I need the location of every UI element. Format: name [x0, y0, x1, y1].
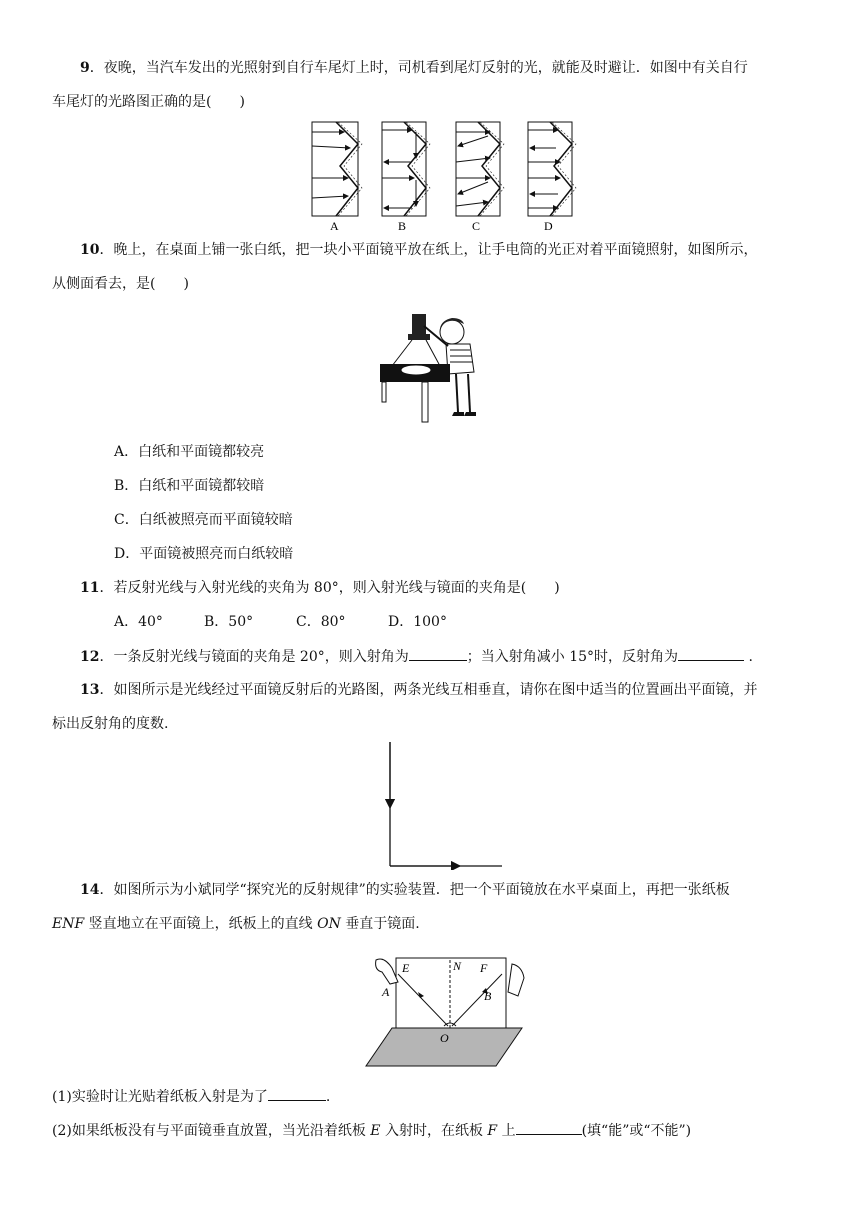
q9-text: ．夜晚，当汽车发出的光照射到自行车尾灯上时，司机看到尾灯反射的光，就能及时避让．如图中有关自行	[89, 60, 748, 76]
q14-fig-label-b: B	[484, 989, 492, 1003]
q13-figure-perpendicular-rays	[380, 738, 506, 870]
q12-number: 12	[80, 649, 100, 665]
q10-line2: 从侧面看去，是( )	[52, 276, 189, 292]
q14-sub2-e: E	[370, 1123, 381, 1139]
q12-text-3: .	[744, 649, 753, 665]
q11-line	[80, 578, 560, 598]
q14-on: ON	[317, 916, 341, 932]
q10-option-a: A．白纸和平面镜都较亮	[114, 444, 265, 460]
q14-sub1-blank[interactable]	[268, 1086, 326, 1101]
q14-number: 14	[80, 882, 100, 898]
q14-sub1-end: .	[325, 1089, 331, 1105]
q11-option-a: A．40°	[114, 614, 163, 630]
q13-line2: 标出反射角的度数.	[52, 716, 169, 732]
q9-fig-d	[528, 122, 576, 233]
q10-number: 10	[80, 242, 100, 258]
q14-sub2-f: F	[487, 1123, 498, 1139]
q12-blank-1[interactable]	[409, 646, 467, 661]
q9-fig-a-label: A	[330, 219, 339, 233]
q10-option-d: D．平面镜被照亮而白纸较暗	[114, 546, 294, 562]
q12-blank-2[interactable]	[678, 646, 744, 661]
q9-line2: 车尾灯的光路图正确的是( )	[52, 94, 245, 110]
q10-option-c: C．白纸被照亮而平面镜较暗	[114, 512, 293, 528]
q13-line1	[80, 680, 757, 700]
q14-sub1	[52, 1086, 330, 1107]
q14-sub2	[52, 1120, 691, 1141]
q11-option-c: C．80°	[296, 614, 346, 630]
q10-figure-flashlight-mirror	[378, 308, 482, 426]
q12-text-2: ；当入射角减小 15°时，反射角为	[466, 649, 679, 665]
q14-figure-reflection-apparatus	[362, 952, 528, 1070]
q9-fig-a	[312, 122, 362, 233]
q12-line	[80, 646, 753, 667]
q13-text: ．如图所示是光线经过平面镜反射后的光路图，两条光线互相垂直，请你在图中适当的位置画出平面镜，并	[99, 682, 758, 698]
q14-text-2b: 竖直地立在平面镜上，纸板上的直线	[84, 916, 318, 932]
q9-fig-c-label: C	[472, 219, 481, 233]
q14-sub1-text: (1)实验时让光贴着纸板入射是为了	[52, 1089, 268, 1105]
q14-fig-label-n: N	[453, 959, 462, 973]
q11-text: ．若反射光线与入射光线的夹角为 80°，则入射光线与镜面的夹角是( )	[99, 580, 560, 596]
q14-fig-label-e: E	[402, 961, 410, 975]
q10-text: ．晚上，在桌面上铺一张白纸，把一块小平面镜平放在纸上，让手电筒的光正对着平面镜照射，如图所示，	[99, 242, 758, 258]
q14-sub2-text-a: (2)如果纸板没有与平面镜垂直放置，当光沿着纸板	[52, 1123, 371, 1139]
q14-text: ．如图所示为小斌同学“探究光的反射规律”的实验装置．把一个平面镜放在水平桌面上，再把一张纸板	[99, 882, 730, 898]
q14-fig-label-o: O	[440, 1031, 449, 1045]
q13-number: 13	[80, 682, 100, 698]
q10-option-b: B．白纸和平面镜都较暗	[114, 478, 265, 494]
q14-sub2-blank[interactable]	[516, 1120, 582, 1135]
q11-option-b: B．50°	[204, 614, 254, 630]
q11-number: 11	[80, 580, 100, 596]
q14-enf: ENF	[52, 916, 85, 932]
q11-option-d: D．100°	[388, 614, 447, 630]
q9-number: 9	[80, 60, 90, 76]
q14-sub2-text-b: 入射时，在纸板	[380, 1123, 488, 1139]
q14-line1	[80, 880, 730, 900]
q9-line1	[80, 58, 748, 78]
q9-fig-b-label: B	[398, 219, 407, 233]
q14-fig-label-a: A	[382, 985, 390, 999]
q14-fig-label-f: F	[480, 961, 488, 975]
q9-fig-c	[456, 122, 504, 233]
q12-text-1: ．一条反射光线与镜面的夹角是 20°，则入射角为	[99, 649, 409, 665]
q14-sub2-text-c: 上	[497, 1123, 516, 1139]
q9-figure-taillights	[300, 118, 600, 234]
q10-line1	[80, 240, 757, 260]
q9-fig-d-label: D	[544, 219, 553, 233]
q14-line2	[52, 914, 420, 934]
q14-text-2d: 垂直于镜面.	[340, 916, 420, 932]
q14-sub2-text-d: (填“能”或“不能”)	[581, 1123, 692, 1139]
q9-fig-b	[382, 122, 430, 233]
